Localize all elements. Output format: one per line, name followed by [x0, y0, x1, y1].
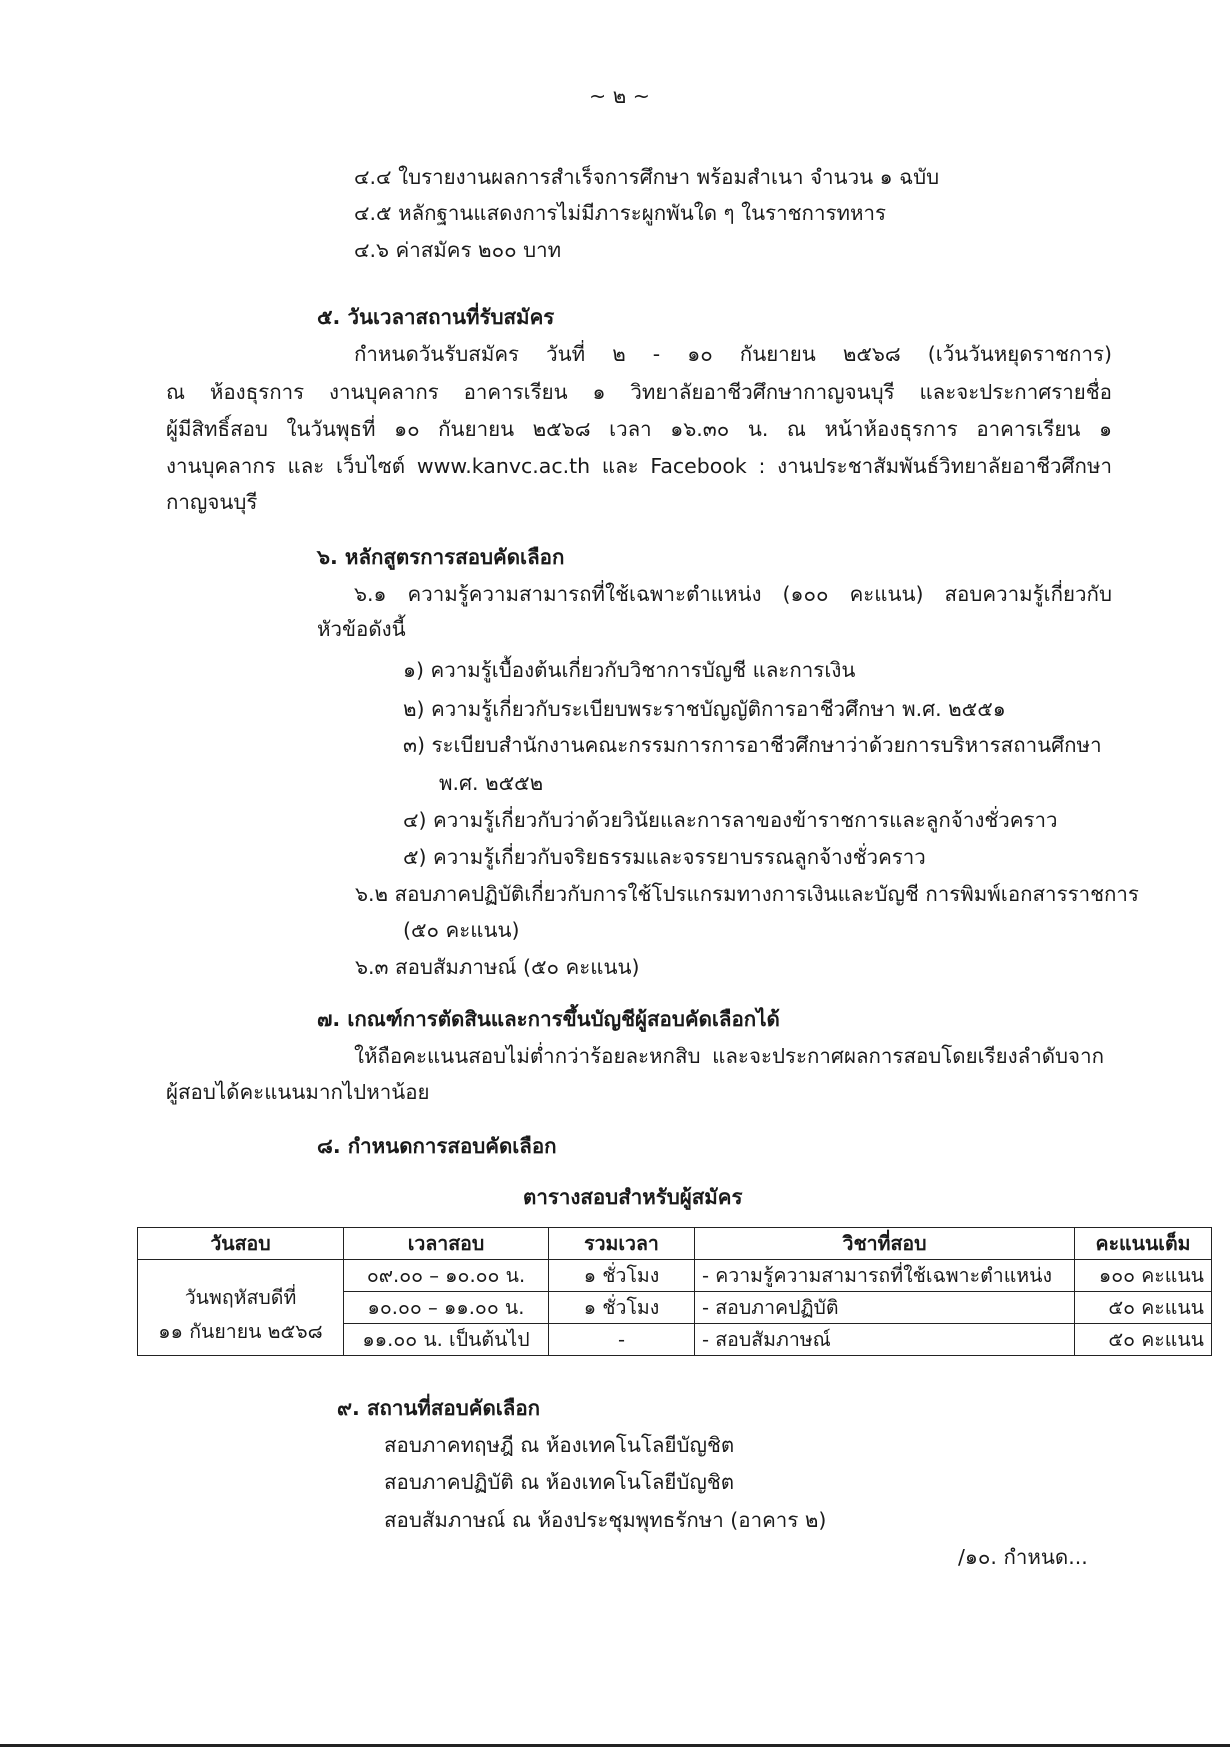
section-6-2-line-1: ๖.๒ สอบภาคปฏิบัติเกี่ยวกับการใช้โปรแกรมทางการเงินและบัญชี การพิมพ์เอกสารราชการ — [355, 882, 1139, 906]
section-7-heading: ๗. เกณฑ์การตัดสินและการขึ้นบัญชีผู้สอบคัดเลือกได้ — [317, 1007, 780, 1031]
section-7-line-1: ให้ถือคะแนนสอบไม่ต่ำกว่าร้อยละหกสิบ และจะประกาศผลการสอบโดยเรียงลำดับจาก — [354, 1044, 1104, 1068]
topic-1: ๑) ความรู้เบื้องต้นเกี่ยวกับวิชาการบัญชี และการเงิน — [403, 658, 856, 682]
section-5-line-3: ผู้มีสิทธิ์สอบ ในวันพุธที่ ๑๐ กันยายน ๒๕๖๘ เวลา ๑๖.๓๐ น. ณ หน้าห้องธุรการ อาคารเรียน ๑ — [166, 417, 1112, 441]
table-row — [138, 1260, 1212, 1292]
page-number: ~ ๒ ~ — [589, 84, 650, 108]
time-cell: ๐๙.๐๐ – ๑๐.๐๐ น. — [344, 1260, 549, 1292]
section-6-1-line-2: หัวข้อดังนี้ — [317, 617, 406, 641]
exam-date-line-2: ๑๑ กันยายน ๒๕๖๘ — [158, 1319, 323, 1343]
venue-interview: สอบสัมภาษณ์ ณ ห้องประชุมพุทธรักษา (อาคาร ๒) — [384, 1508, 827, 1532]
topic-4: ๔) ความรู้เกี่ยวกับว่าด้วยวินัยและการลาของข้าราชการและลูกจ้างชั่วคราว — [403, 808, 1058, 832]
section-7-line-2: ผู้สอบได้คะแนนมากไปหาน้อย — [166, 1080, 430, 1104]
col-header-date: วันสอบ — [138, 1228, 344, 1260]
col-header-duration: รวมเวลา — [549, 1228, 695, 1260]
bottom-edge-line — [0, 1744, 1230, 1747]
section-6-2-line-2: (๕๐ คะแนน) — [403, 918, 520, 942]
duration-cell: ๑ ชั่วโมง — [549, 1292, 695, 1324]
exam-date-cell — [138, 1260, 344, 1356]
topic-3-year: พ.ศ. ๒๕๕๒ — [439, 771, 544, 795]
subject-cell: - สอบภาคปฏิบัติ — [695, 1292, 1075, 1324]
item-4-6: ๔.๖ ค่าสมัคร ๒๐๐ บาท — [354, 238, 562, 262]
table-title: ตารางสอบสำหรับผู้สมัคร — [523, 1185, 743, 1209]
section-5-line-1: กำหนดวันรับสมัคร วันที่ ๒ - ๑๐ กันยายน ๒๕๖๘ (เว้นวันหยุดราชการ) — [354, 342, 1112, 366]
col-header-score: คะแนนเต็ม — [1075, 1228, 1212, 1260]
time-cell: ๑๑.๐๐ น. เป็นต้นไป — [344, 1324, 549, 1356]
section-6-3: ๖.๓ สอบสัมภาษณ์ (๕๐ คะแนน) — [355, 955, 640, 979]
section-5-line-2: ณ ห้องธุรการ งานบุคลากร อาคารเรียน ๑ วิทยาลัยอาชีวศึกษากาญจนบุรี และจะประกาศรายชื่อ — [166, 380, 1112, 404]
score-cell: ๕๐ คะแนน — [1075, 1292, 1212, 1324]
section-9-heading: ๙. สถานที่สอบคัดเลือก — [337, 1396, 541, 1420]
table-header-row — [138, 1228, 1212, 1260]
item-4-5: ๔.๕ หลักฐานแสดงการไม่มีภาระผูกพันใด ๆ ในราชการทหาร — [354, 201, 887, 225]
section-5-line-4: งานบุคลากร และ เว็บไซต์ www.kanvc.ac.th และ Facebook : งานประชาสัมพันธ์วิทยาลัยอาชีวศึกษา — [166, 454, 1112, 478]
item-4-4: ๔.๔ ใบรายงานผลการสำเร็จการศึกษา พร้อมสำเนา จำนวน ๑ ฉบับ — [354, 165, 940, 189]
exam-date-line-1: วันพฤหัสบดีที่ — [184, 1286, 297, 1310]
subject-cell: - สอบสัมภาษณ์ — [695, 1324, 1075, 1356]
topic-3: ๓) ระเบียบสำนักงานคณะกรรมการการอาชีวศึกษาว่าด้วยการบริหารสถานศึกษา — [403, 733, 1102, 757]
section-8-heading: ๘. กำหนดการสอบคัดเลือก — [317, 1134, 557, 1158]
score-cell: ๑๐๐ คะแนน — [1075, 1260, 1212, 1292]
topic-2: ๒) ความรู้เกี่ยวกับระเบียบพระราชบัญญัติการอาชีวศึกษา พ.ศ. ๒๕๕๑ — [403, 697, 1006, 721]
score-cell: ๕๐ คะแนน — [1075, 1324, 1212, 1356]
continuation-note: /๑๐. กำหนด... — [958, 1545, 1088, 1569]
venue-theory: สอบภาคทฤษฎี ณ ห้องเทคโนโลยีบัญชิต — [384, 1433, 735, 1457]
topic-5: ๕) ความรู้เกี่ยวกับจริยธรรมและจรรยาบรรณลูกจ้างชั่วคราว — [403, 845, 926, 869]
section-5-heading: ๕. วันเวลาสถานที่รับสมัคร — [317, 305, 555, 329]
duration-cell: - — [549, 1324, 695, 1356]
venue-practical: สอบภาคปฏิบัติ ณ ห้องเทคโนโลยีบัญชิต — [384, 1470, 735, 1494]
exam-schedule-table — [137, 1227, 1212, 1356]
section-6-heading: ๖. หลักสูตรการสอบคัดเลือก — [317, 545, 565, 569]
section-6-1-line-1: ๖.๑ ความรู้ความสามารถที่ใช้เฉพาะตำแหน่ง (๑๐๐ คะแนน) สอบความรู้เกี่ยวกับ — [354, 582, 1112, 606]
time-cell: ๑๐.๐๐ – ๑๑.๐๐ น. — [344, 1292, 549, 1324]
subject-cell: - ความรู้ความสามารถที่ใช้เฉพาะตำแหน่ง — [695, 1260, 1075, 1292]
duration-cell: ๑ ชั่วโมง — [549, 1260, 695, 1292]
section-5-line-5: กาญจนบุรี — [166, 490, 258, 514]
col-header-time: เวลาสอบ — [344, 1228, 549, 1260]
col-header-subject: วิชาที่สอบ — [695, 1228, 1075, 1260]
